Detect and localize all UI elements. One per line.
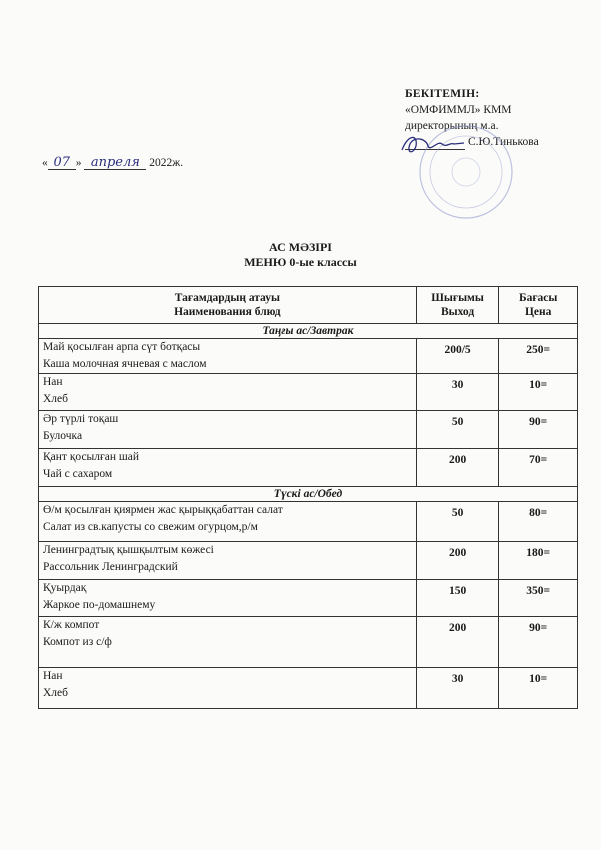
dish-name [39,668,417,709]
date-year: 2022ж. [149,157,184,169]
dish-price: 250= [499,339,578,374]
dish-name [39,617,417,668]
date-day: 07 [48,156,76,170]
dish-name-ru: Каша молочная ячневая с маслом [43,358,207,370]
header-yield-ru: Выход [440,306,475,318]
table-header-row [39,287,578,324]
dish-price: 10= [499,374,578,411]
approval-position: директорының м.а. [405,120,499,132]
dish-price: 90= [499,411,578,449]
header-name-ru: Наименования блюд [174,306,281,318]
dish-name [39,374,417,411]
dish-name-kz: Ленинградтық қышқылтым көжесі [43,544,214,556]
dish-price: 10= [499,668,578,709]
dish-name-ru: Салат из св.капусты со свежим огурцом,р/м [43,521,258,533]
section-title: Таңғы ас/Завтрак [39,324,578,339]
dish-name-ru: Компот из с/ф [43,636,112,648]
dish-name-kz: Май қосылған арпа сүт ботқасы [43,341,201,353]
dish-name-ru: Чай с сахаром [43,468,113,480]
header-yield-kz: Шығымы [431,292,484,304]
dish-price: 80= [499,502,578,542]
date-close-quote: » [75,157,82,169]
menu-titles [0,240,601,270]
dish-name [39,449,417,487]
header-price-ru: Цена [524,306,552,318]
dish-yield: 200 [416,542,499,580]
header-name [39,287,417,324]
table-row [39,502,578,542]
dish-name [39,580,417,617]
header-price [499,287,578,324]
section-row-lunch [39,487,578,502]
dish-name-ru: Рассольник Ленинградский [43,561,178,573]
approval-org: «ОМФИММЛ» КММ [405,104,512,116]
dish-price: 180= [499,542,578,580]
dish-price: 350= [499,580,578,617]
table-row [39,411,578,449]
handwritten-signature [398,132,468,158]
dish-yield: 30 [416,374,499,411]
dish-price: 70= [499,449,578,487]
section-row-breakfast [39,324,578,339]
dish-name-kz: Нан [43,670,63,682]
table-row [39,374,578,411]
title-kz: АС МӘЗІРІ [269,240,332,254]
dish-yield: 30 [416,668,499,709]
header-name-kz: Тағамдардың атауы [174,292,280,304]
dish-name-kz: Қуырдақ [43,582,87,594]
dish-price: 90= [499,617,578,668]
header-yield [416,287,499,324]
table-row [39,339,578,374]
dish-name-ru: Булочка [43,430,83,442]
table-row [39,580,578,617]
dish-name [39,542,417,580]
dish-name-ru: Хлеб [43,393,68,405]
dish-yield: 50 [416,411,499,449]
approval-title: БЕКІТЕМІН: [405,88,480,100]
dish-name-kz: К/ж компот [43,619,100,631]
dish-name [39,502,417,542]
dish-yield: 50 [416,502,499,542]
table-row [39,449,578,487]
signature-graphic [398,132,468,158]
table-row [39,668,578,709]
menu-table [38,286,578,709]
dish-yield: 200 [416,449,499,487]
section-title: Түскі ас/Обед [39,487,578,502]
dish-name-ru: Хлеб [43,687,68,699]
dish-name-ru: Жаркое по-домашнему [43,599,156,611]
header-price-kz: Бағасы [518,292,558,304]
dish-yield: 150 [416,580,499,617]
dish-name-kz: Қант қосылған шай [43,451,139,463]
date-month: апреля [84,156,146,170]
table-row [39,542,578,580]
dish-yield: 200/5 [416,339,499,374]
dish-yield: 200 [416,617,499,668]
date-line [42,156,183,170]
dish-name-kz: Әр түрлі тоқаш [43,413,119,425]
dish-name [39,339,417,374]
table-row [39,617,578,668]
dish-name-kz: Нан [43,376,63,388]
date-open-quote: « [42,157,48,169]
dish-name-kz: Ө/м қосылған қиярмен жас қырыққабаттан салат [43,504,283,516]
dish-name [39,411,417,449]
approval-signer: С.Ю.Тинькова [468,136,539,148]
title-ru: МЕНЮ 0-ые классы [244,255,357,269]
